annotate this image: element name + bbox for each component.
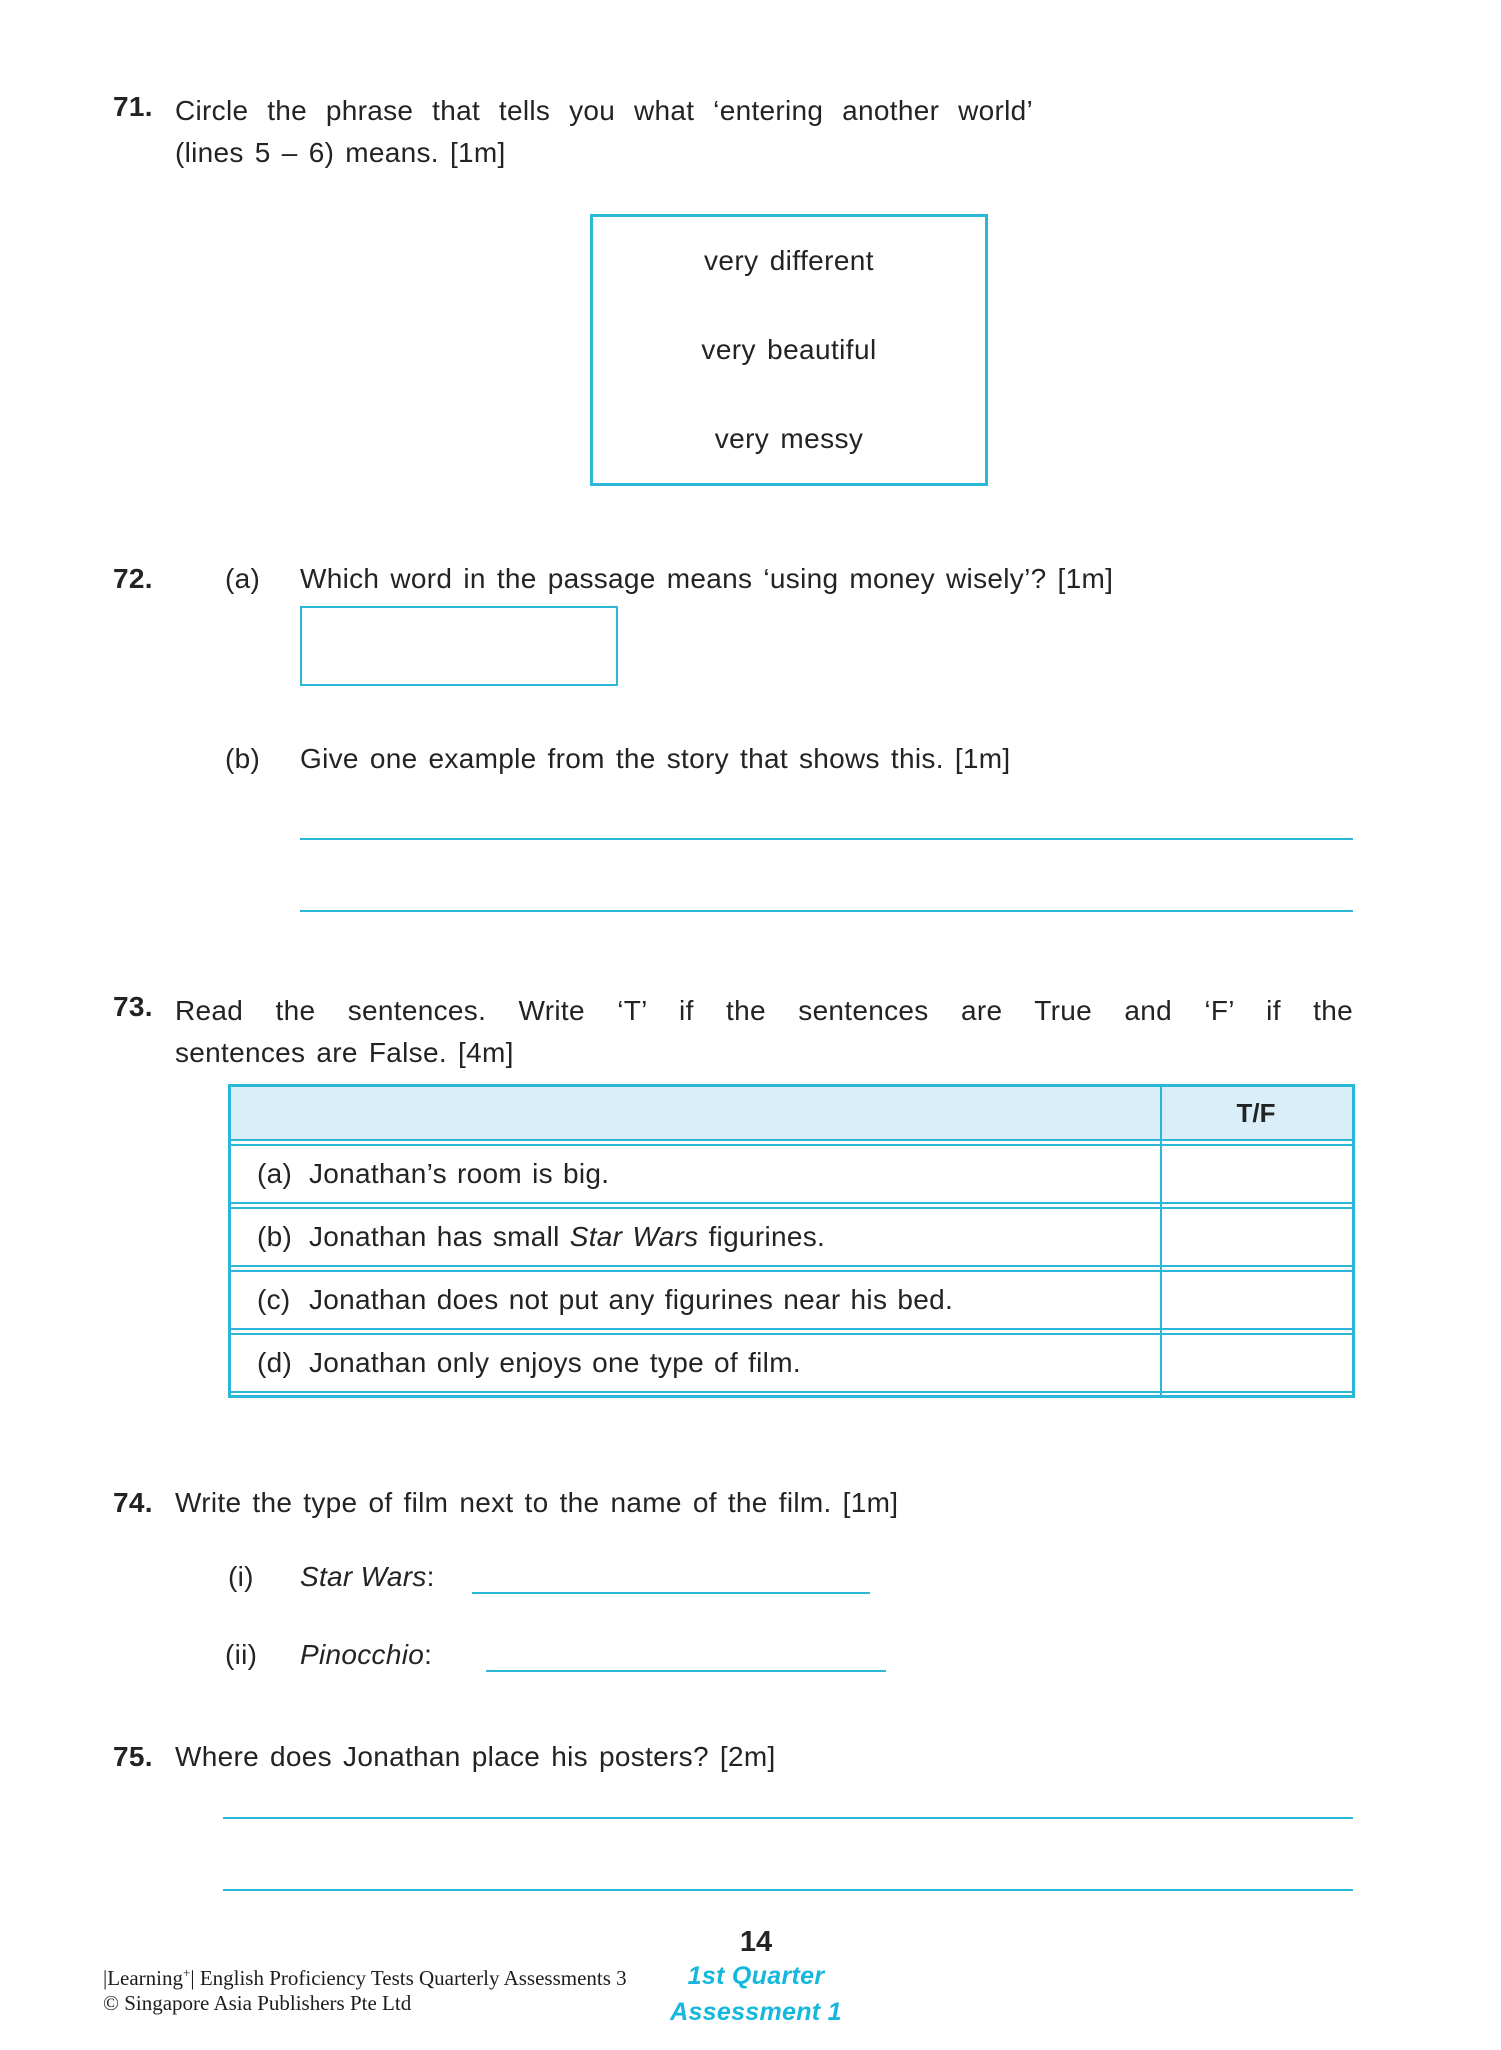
row-text: Jonathan’s room is big. (309, 1158, 610, 1189)
table-row-b (231, 1207, 1352, 1267)
table-header-row (231, 1087, 1352, 1141)
choice-option-very-beautiful[interactable]: very beautiful (701, 333, 877, 365)
table-row-a (231, 1144, 1352, 1204)
tf-input-cell-d[interactable] (1164, 1335, 1352, 1391)
page-number: 14 (739, 1926, 773, 1958)
row-text: Jonathan only enjoys one type of film. (309, 1347, 801, 1378)
q72b-label: (b) (225, 743, 261, 774)
q74-item-i-answer-line[interactable] (472, 1592, 870, 1594)
q72b-answer-line-2[interactable] (300, 910, 1353, 912)
q71-text-line1: Circle the phrase that tells you what ‘entering another world’ (175, 95, 1033, 126)
q71-number: 71. (113, 91, 153, 122)
row-text: Jonathan has small Star Wars figurines. (309, 1221, 826, 1252)
tf-column-header: T/F (1236, 1097, 1276, 1128)
tf-input-cell-a[interactable] (1164, 1146, 1352, 1202)
table-row-c (231, 1270, 1352, 1330)
row-text: Jonathan does not put any figurines near his bed. (309, 1284, 954, 1315)
footer-copyright: © Singapore Asia Publishers Pte Ltd (103, 1991, 412, 2015)
q74-number: 74. (113, 1487, 153, 1518)
q74-item-i-label: (i) (228, 1561, 254, 1592)
footer-quarter-line1: 1st Quarter (687, 1962, 825, 1990)
table-column-divider (1160, 1087, 1162, 1395)
q74-item-i-name: Star Wars: (300, 1561, 435, 1592)
table-row-d (231, 1333, 1352, 1393)
q74-item-ii-label: (ii) (225, 1639, 258, 1670)
q72-number: 72. (113, 563, 153, 594)
q72a-answer-box[interactable] (300, 606, 618, 686)
choice-option-very-different[interactable]: very different (704, 245, 874, 277)
row-label: (a) (257, 1158, 293, 1189)
q75-text: Where does Jonathan place his posters? [2m] (175, 1741, 776, 1772)
tf-input-cell-c[interactable] (1164, 1272, 1352, 1328)
q75-answer-line-2[interactable] (223, 1889, 1353, 1891)
row-label: (b) (257, 1221, 293, 1252)
q72b-answer-line-1[interactable] (300, 838, 1353, 840)
q71-text-line2: (lines 5 – 6) means. [1m] (175, 137, 506, 168)
q73-text-line2: sentences are False. [4m] (175, 1037, 514, 1068)
footer-quarter-line2: Assessment 1 (670, 1998, 842, 2026)
q75-number: 75. (113, 1741, 153, 1772)
q74-item-ii-name: Pinocchio: (300, 1639, 433, 1670)
tf-input-cell-b[interactable] (1164, 1209, 1352, 1265)
choice-option-very-messy[interactable]: very messy (714, 422, 864, 454)
q75-answer-line-1[interactable] (223, 1817, 1353, 1819)
true-false-table (228, 1084, 1355, 1398)
q74-item-ii-answer-line[interactable] (486, 1670, 886, 1672)
q73-number: 73. (113, 991, 153, 1022)
q71-choice-box (590, 214, 988, 486)
q72a-label: (a) (225, 563, 261, 594)
q74-text: Write the type of film next to the name of the film. [1m] (175, 1487, 899, 1518)
q72a-text: Which word in the passage means ‘using money wisely’? [1m] (300, 563, 1114, 594)
row-label: (c) (257, 1284, 291, 1315)
row-label: (d) (257, 1347, 293, 1378)
q73-text-line1: Read the sentences. Write ‘T’ if the sentences are True and ‘F’ if the (175, 995, 1353, 1026)
q72b-text: Give one example from the story that shows this. [1m] (300, 743, 1011, 774)
footer-imprint: |Learning+| English Proficiency Tests Quarterly Assessments 3 (103, 1965, 627, 1990)
